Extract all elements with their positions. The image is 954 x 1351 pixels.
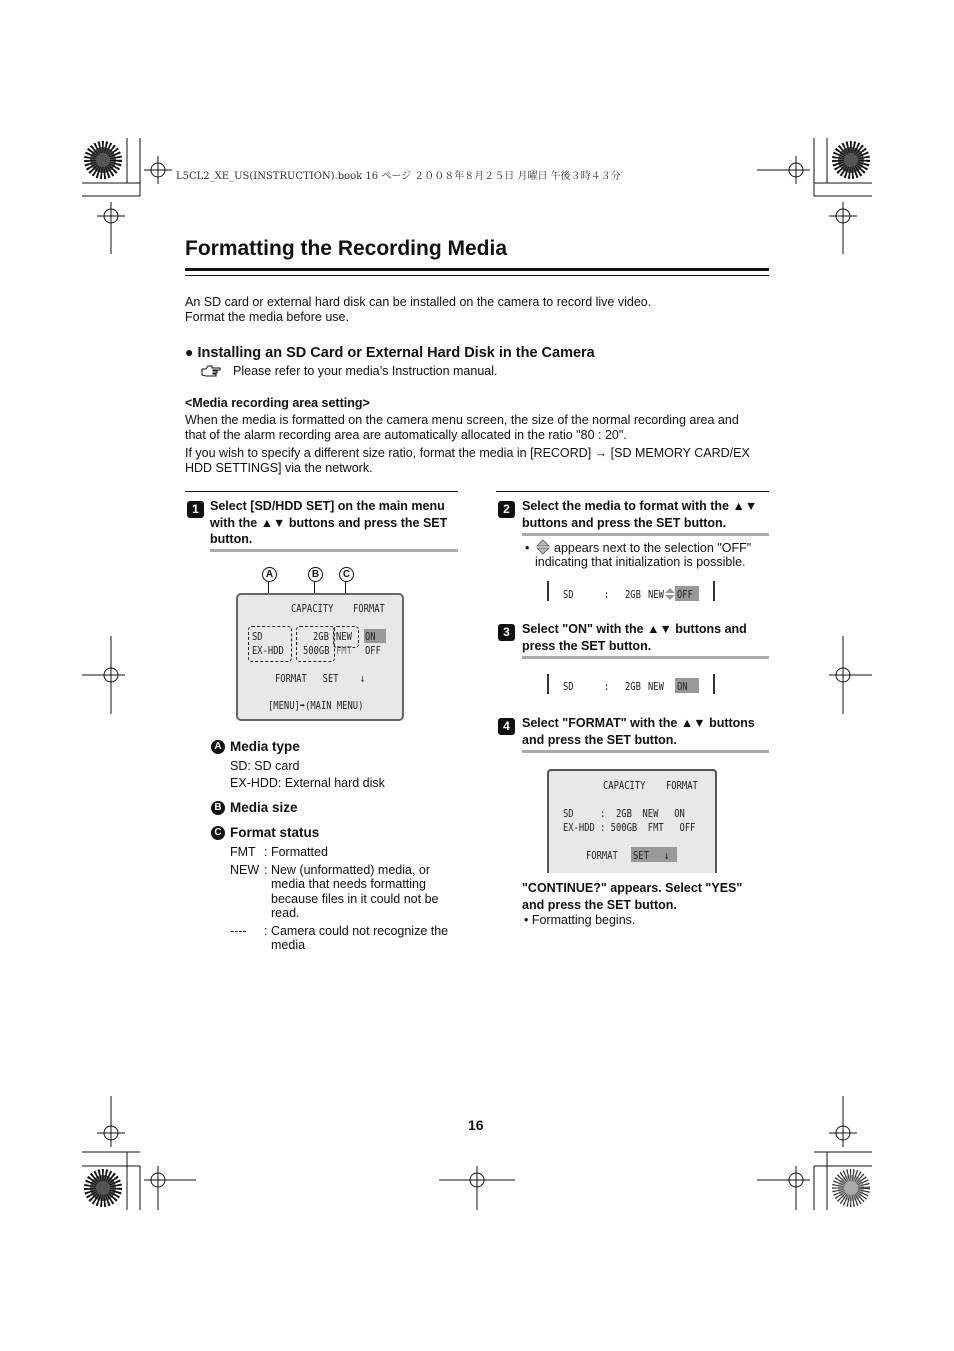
legend-new-val: because files in it could not be: [271, 892, 439, 906]
screen-row: SD : 2GB NEW ON: [563, 807, 685, 820]
screen-row2-status: FMT: [336, 644, 352, 657]
intro-line: Format the media before use.: [185, 310, 349, 324]
strip-size: 2GB: [625, 680, 641, 693]
screen-header-fmt: FORMAT: [353, 602, 385, 615]
step-1-text: [210, 498, 460, 548]
step-line: buttons and press the SET button.: [522, 515, 727, 530]
final-line: and press the SET button.: [522, 897, 677, 912]
legend-new-key: NEW: [230, 863, 260, 877]
screen-header-fmt: FORMAT: [666, 779, 698, 792]
step-line: Select "FORMAT" with the ▲▼ buttons: [522, 716, 755, 730]
column-rule-left: [185, 491, 458, 492]
strip-status: NEW: [648, 680, 664, 693]
step-line: press the SET button.: [522, 638, 652, 653]
strip-media: SD: [563, 588, 574, 601]
legend-dash-key: ----: [230, 924, 247, 938]
strip-value: ON: [677, 680, 688, 693]
screen-row2-size: 500GB: [303, 644, 330, 657]
legend-a-line: SD: SD card: [230, 759, 300, 773]
media-setting-para: that of the alarm recording area are automatically allocated in the ratio "80 : 20".: [185, 428, 627, 442]
legend-a-line: EX-HDD: External hard disk: [230, 776, 385, 790]
step-line: button.: [210, 532, 253, 546]
screen-header-cap: CAPACITY: [603, 779, 646, 792]
screen-row1-media: SD: [252, 630, 263, 643]
screen-row: EX-HDD : 500GB FMT OFF: [563, 821, 696, 834]
page-title: Formatting the Recording Media: [185, 237, 508, 260]
step-number: 2: [498, 501, 515, 518]
legend-new-val: : New (unformatted) media, or: [264, 863, 431, 877]
bullet-icon: ●: [185, 344, 194, 360]
step-3-text: [522, 621, 772, 654]
step-rule: [522, 750, 769, 753]
screen-header-cap: CAPACITY: [291, 602, 334, 615]
column-rule-right: [496, 491, 769, 492]
step-number: 3: [498, 624, 515, 641]
callout-c: C: [339, 567, 354, 582]
step-line: Select "ON" with the ▲▼ buttons and: [522, 622, 747, 636]
final-line: "CONTINUE?" appears. Select "YES": [522, 881, 743, 895]
step-line: and press the SET button.: [522, 732, 677, 747]
step-line: Select the media to format with the ▲▼: [522, 499, 758, 513]
strip-media: SD: [563, 680, 574, 693]
section-note: Please refer to your media’s Instruction manual.: [233, 364, 498, 378]
strip-value: OFF: [677, 588, 693, 601]
screen-menu-line: [MENU]➡(MAIN MENU): [268, 699, 364, 712]
step2-note: indicating that initialization is possible.: [535, 555, 746, 569]
step-number: 1: [187, 501, 204, 518]
step-number: 4: [498, 718, 515, 735]
step2-note: appears next to the selection "OFF": [554, 541, 752, 555]
media-setting-para: When the media is formatted on the camera menu screen, the size of the normal recording area and: [185, 413, 739, 427]
screen-row1-status: NEW: [336, 630, 352, 643]
title-rule-thin: [185, 275, 769, 276]
callout-b: B: [308, 567, 323, 582]
step-4-text: [522, 715, 772, 748]
legend-new-val: read.: [271, 906, 300, 920]
legend-c-title: Format status: [230, 825, 320, 840]
step-rule: [522, 533, 769, 536]
callout-a: A: [262, 567, 277, 582]
page-number: 16: [468, 1117, 484, 1133]
intro-line: An SD card or external hard disk can be installed on the camera to record live video.: [185, 295, 652, 309]
screen-row2-media: EX-HDD: [252, 644, 284, 657]
printer-header: L5CL2_XE_US(INSTRUCTION).book 16 ページ ２００８年８月２５日 月曜日 午後３時４３分: [176, 171, 621, 182]
legend-fmt-key: FMT: [230, 845, 256, 859]
screen-arrow: ↓: [664, 849, 670, 862]
strip-status: NEW: [648, 588, 664, 601]
media-setting: [185, 396, 780, 476]
legend-b-title: Media size: [230, 800, 298, 815]
legend-dash-val: : Camera could not recognize the: [264, 924, 449, 938]
strip-sep: :: [604, 680, 610, 693]
legend-b-letter: B: [211, 801, 225, 815]
section-heading: [185, 344, 595, 361]
final-bullet: • Formatting begins.: [524, 913, 636, 927]
media-setting-heading: <Media recording area setting>: [185, 396, 370, 410]
final-instruction: [522, 880, 772, 913]
legend-c-letter: C: [211, 826, 225, 840]
up-down-diamond-icon: [665, 588, 675, 600]
step2-bullet: •: [525, 541, 530, 555]
strip-sep: :: [604, 588, 610, 601]
pointing-hand-icon: [200, 363, 222, 379]
legend-a-title: Media type: [230, 739, 300, 754]
legend-new-val: media that needs formatting: [271, 877, 426, 891]
title-rule-thick: [185, 268, 769, 271]
legend-a-letter: A: [211, 740, 225, 754]
screen-row1-size: 2GB: [313, 630, 329, 643]
step-rule: [522, 656, 769, 659]
up-down-diamond-icon: [536, 539, 550, 555]
screen-format-line: FORMAT SET ↓: [275, 672, 366, 685]
legend-fmt-val: : Formatted: [264, 845, 328, 859]
step-line: Select [SD/HDD SET] on the main menu: [210, 499, 445, 513]
intro: [185, 295, 775, 325]
section-heading-text: Installing an SD Card or External Hard Disk in the Camera: [197, 345, 595, 361]
strip-size: 2GB: [625, 588, 641, 601]
media-setting-para: If you wish to specify a different size ratio, format the media in [RECORD] → [SD MEMORY CARD/EX: [185, 446, 750, 460]
screen-row1-format: ON: [365, 630, 376, 643]
media-setting-para: HDD SETTINGS] via the network.: [185, 461, 373, 475]
step-2-text: [522, 498, 772, 531]
screen-row2-format: OFF: [365, 644, 381, 657]
step-rule: [210, 549, 458, 552]
step-line: with the ▲▼ buttons and press the SET: [210, 515, 448, 530]
screen-format-label: FORMAT: [586, 849, 618, 862]
screen-set-label: SET: [633, 849, 649, 862]
legend-dash-val: media: [271, 938, 306, 952]
